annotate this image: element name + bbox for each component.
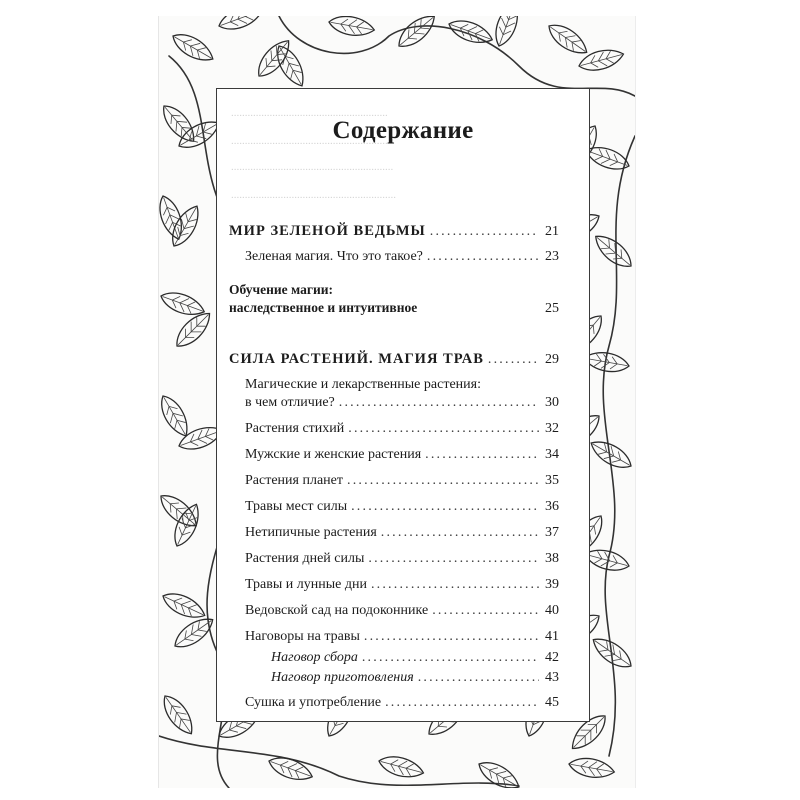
toc-entry-magic-plants[interactable] [245,395,559,411]
toc-entry[interactable] [245,551,559,567]
toc-page-number: 21 [545,224,559,239]
leader-dots [432,603,539,619]
leader-dots [427,249,539,265]
toc-entry-label: Наговор сбора [271,650,358,665]
toc-page-number: 29 [545,352,559,367]
toc-page-number: 34 [545,447,559,462]
toc-entry[interactable] [245,421,559,437]
toc-entry-label: наследственное и интуитивное [229,300,418,315]
leader-dots [347,473,539,489]
leader-dots [364,629,539,645]
leader-dots [425,447,539,463]
toc-page-number: 37 [545,525,559,540]
toc-page-number: 41 [545,629,559,644]
leader-dots [418,670,539,686]
toc-entry-label: Мужские и женские растения [245,447,422,462]
toc-entry-label: Зеленая магия. Что это такое? [245,249,423,264]
toc-page-number: 23 [545,249,559,264]
toc-entry[interactable] [245,499,559,515]
toc-page-number: 30 [545,395,559,410]
toc-entry-learning-line1: Обучение магии: [229,282,334,297]
toc-entry-section-2[interactable] [229,351,559,368]
leader-dots [430,224,539,240]
leader-dots [348,421,539,437]
toc-entry-green-magic[interactable] [245,249,559,265]
leader-dots [385,695,539,711]
toc-subentry[interactable] [271,650,559,666]
toc-entry[interactable] [245,525,559,541]
toc-entry-label: Растения планет [245,473,343,488]
toc-entry-label: Травы мест силы [245,499,348,514]
leader-dots [362,650,539,666]
leader-dots [368,551,539,567]
toc-entry-drying[interactable] [245,695,559,711]
toc-entry[interactable] [245,473,559,489]
leader-dots [488,352,539,368]
toc-entry-magic-plants-line1: Магические и лекарственные растения: [245,377,481,392]
toc-page-number: 40 [545,603,559,618]
toc-entry[interactable] [245,629,559,645]
leader-dots [371,577,539,593]
toc-page-number: 32 [545,421,559,436]
table-of-contents: ......................................................... ......................................................... ........................................................... ............................................................ Содержание МИР ЗЕЛЕНОЙ ВЕДЬМЫ ..... 21 Зеленая магия. Что это такое? ..... 23 Обучение магии: наследственное и интуитивное 25 СИЛА РАСТЕНИЙ. МАГИЯ ТРАВ ..... 29 Магические и лекарственные растения: в чем отличие? ..... 30 Растения стихий ..... 32 Мужские и женские растения ..... 34 Растения планет ..... 35 Травы мест силы ..... 36 Нетипичные растения ..... 37 Растения дней силы ..... 38 Травы и лунные дни ..... 39 Ведовской сад на подоконнике ..... 40 Наговоры на травы ..... 41 Наговор сбора ..... 42 Наговор приготовления ..... 43 Сушка и употребление ..... 45 [216,88,590,722]
toc-entry-label: Растения дней силы [245,551,365,566]
toc-page-number: 25 [545,301,559,316]
toc-entry-learning[interactable] [229,300,559,317]
toc-page-number: 45 [545,695,559,710]
toc-entry-label: МИР ЗЕЛЕНОЙ ВЕДЬМЫ [229,223,426,239]
toc-title: Содержание [332,117,474,144]
toc-entry-label: Ведовской сад на подоконнике [245,603,429,618]
toc-entry-label: Травы и лунные дни [245,577,367,592]
toc-entry-label: Растения стихий [245,421,345,436]
toc-entry[interactable] [245,577,559,593]
leader-dots [351,499,539,515]
toc-page-number: 39 [545,577,559,592]
leader-dots [339,395,539,411]
toc-page-number: 38 [545,551,559,566]
toc-page-number: 35 [545,473,559,488]
toc-subentry[interactable] [271,670,559,686]
toc-page-number: 42 [545,650,559,665]
toc-entry-label: Наговор приготовления [271,670,414,685]
toc-entry-label: в чем отличие? [245,395,335,410]
toc-entry-label: Сушка и употребление [245,695,382,710]
toc-entry-label: Нетипичные растения [245,525,377,540]
toc-entry[interactable] [245,603,559,619]
toc-entry[interactable] [245,447,559,463]
toc-entry-label: СИЛА РАСТЕНИЙ. МАГИЯ ТРАВ [229,351,484,367]
leader-dots [381,525,539,541]
toc-entry-section-1[interactable] [229,223,559,240]
toc-page-number: 43 [545,670,559,685]
toc-page-number: 36 [545,499,559,514]
toc-entry-label: Наговоры на травы [245,629,360,644]
